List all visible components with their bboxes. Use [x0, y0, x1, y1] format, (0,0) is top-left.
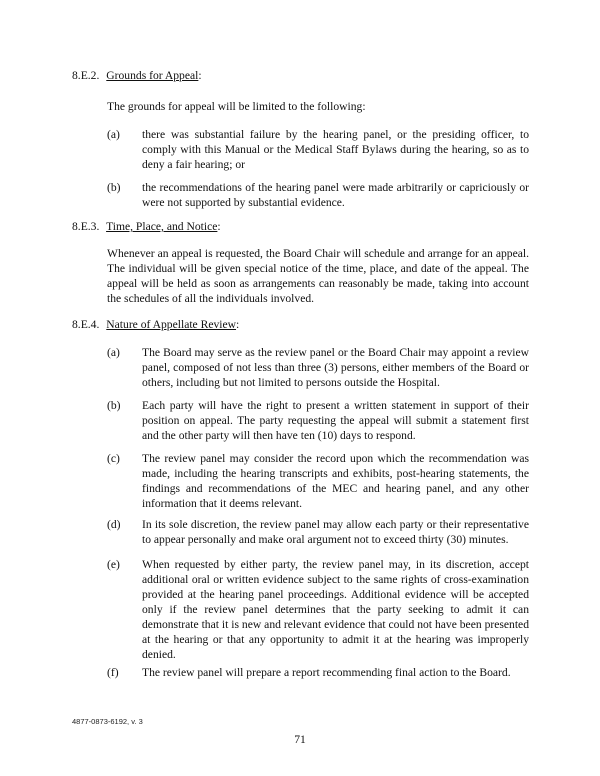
section-title: Nature of Appellate Review	[106, 318, 237, 331]
list-item	[107, 517, 529, 547]
list-item	[107, 451, 529, 511]
section-number: 8.E.4.	[72, 318, 100, 331]
section-heading-8e4: 8.E.4. Nature of Appellate Review:	[72, 318, 240, 331]
list-item	[107, 345, 529, 390]
item-text: In its sole discretion, the review panel may allow each party or their representative to appear personally and make oral argument not to exceed thirty (30) minutes.	[142, 518, 529, 546]
list-item	[107, 557, 529, 662]
item-text: Each party will have the right to present a written statement in support of their position on appeal. The party requesting the appeal will submit a statement first and the other party will then have ten (10) days to respond.	[142, 399, 529, 442]
list-item	[107, 180, 529, 210]
section-heading-8e3: 8.E.3. Time, Place, and Notice:	[72, 220, 221, 233]
item-label: (a)	[107, 128, 120, 141]
list-item	[107, 127, 529, 172]
page-number: 71	[294, 733, 306, 746]
list-item	[107, 398, 529, 443]
section-intro: The grounds for appeal will be limited to the following:	[107, 100, 366, 113]
item-text: the recommendations of the hearing panel were made arbitrarily or capriciously or were not supported by substantial evidence.	[142, 181, 529, 209]
section-heading-8e2: 8.E.2. Grounds for Appeal:	[72, 69, 202, 82]
item-text: The Board may serve as the review panel or the Board Chair may appoint a review panel, composed of not less than three (3) persons, either members of the Board or others, including but not limited to persons outside the Hospital.	[142, 346, 529, 389]
item-text: The review panel may consider the record upon which the recommendation was made, including the hearing transcripts and exhibits, post-hearing statements, the findings and recommendations of the MEC and hearing panel, and any other information that it deems relevant.	[142, 452, 529, 510]
section-number: 8.E.2.	[72, 69, 100, 82]
section-title: Time, Place, and Notice	[106, 220, 218, 233]
list-item	[107, 665, 529, 680]
item-text: there was substantial failure by the hearing panel, or the presiding officer, to comply with this Manual or the Medical Staff Bylaws during the hearing, so as to deny a fair hearing; or	[142, 128, 529, 171]
item-label: (b)	[107, 399, 121, 412]
item-label: (f)	[107, 666, 119, 679]
section-title: Grounds for Appeal	[106, 69, 199, 82]
item-text: The review panel will prepare a report recommending final action to the Board.	[142, 666, 511, 679]
section-number: 8.E.3.	[72, 220, 100, 233]
section-intro: Whenever an appeal is requested, the Board Chair will schedule and arrange for an appeal. The individual will be given special notice of the time, place, and date of the appeal. The appeal will be held as soon as arrangements can reasonably be made, taking into account the schedules of all the individuals involved.	[107, 247, 529, 305]
item-label: (c)	[107, 452, 120, 465]
item-label: (a)	[107, 346, 120, 359]
item-label: (b)	[107, 181, 121, 194]
item-text: When requested by either party, the review panel may, in its discretion, accept additional oral or written evidence subject to the same rights of cross-examination provided at the hearing panel proceedings. Additional evidence will be accepted only if the review panel determines that the party seeking to admit it can demonstrate that it is new and relevant evidence that could not have been presented at the hearing or that any opportunity to admit it at the hearing was improperly denied.	[142, 558, 529, 661]
document-id: 4877-0873-6192, v. 3	[72, 717, 143, 726]
item-label: (d)	[107, 518, 121, 531]
item-label: (e)	[107, 558, 120, 571]
